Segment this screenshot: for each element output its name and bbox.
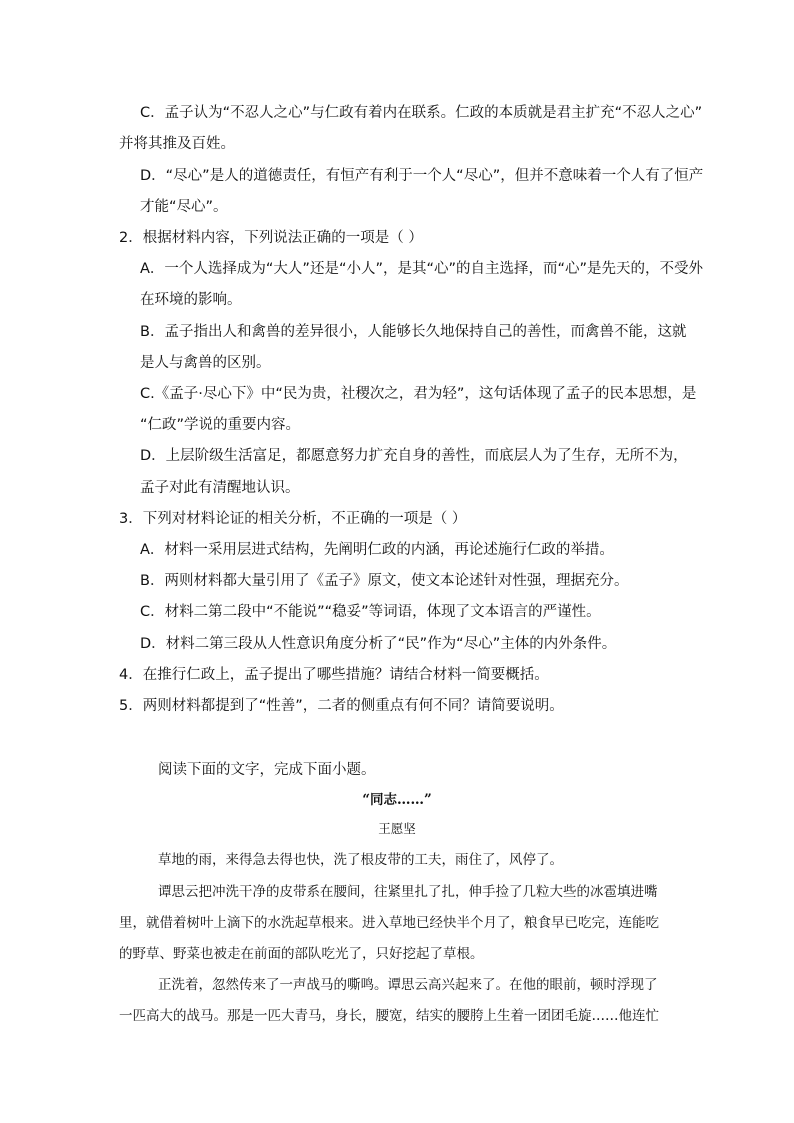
q2-option-d-line2: 孟子对此有清醒地认识。 bbox=[140, 480, 300, 496]
q2-option-c-line1: C.《孟子·尽心下》中“民为贵，社稷次之，君为轻”，这句话体现了孟子的民本思想，是 bbox=[140, 386, 697, 402]
q2-option-a-line2: 在环境的影响。 bbox=[140, 292, 242, 308]
story-paragraph-2-line3: 的野草、野菜也被走在前面的部队吃光了，只好挖起了草根。 bbox=[119, 946, 484, 962]
q2-option-b-line2: 是人与禽兽的区别。 bbox=[140, 355, 271, 371]
q3-option-a: A．材料一采用层进式结构，先阐明仁政的内涵，再论述施行仁政的举措。 bbox=[140, 542, 614, 558]
q2-option-c-line2: “仁政”学说的重要内容。 bbox=[140, 417, 301, 433]
q1-option-c-line1: C．孟子认为“不忍人之心”与仁政有着内在联系。仁政的本质就是君主扩充“不忍人之心” bbox=[140, 105, 703, 121]
story-paragraph-3-line1: 正洗着，忽然传来了一声战马的嘶鸣。谭思云高兴起来了。在他的眼前，顿时浮现了 bbox=[158, 977, 658, 993]
q2-option-d-line1: D．上层阶级生活富足，都愿意努力扩充自身的善性，而底层人为了生存，无所不为， bbox=[140, 448, 688, 464]
story-title: “同志……” bbox=[362, 792, 432, 808]
story-paragraph-2-line2: 里，就借着树叶上滴下的水洗起草根来。进入草地已经快半个月了，粮食早已吃完，连能吃 bbox=[119, 915, 659, 931]
story-paragraph-1: 草地的雨，来得急去得也快，洗了根皮带的工夫，雨住了，风停了。 bbox=[158, 852, 563, 868]
q1-option-c-line2: 并将其推及百姓。 bbox=[119, 136, 235, 152]
q3-option-d: D．材料二第三段从人性意识角度分析了“民”作为“尽心”主体的内外条件。 bbox=[140, 636, 617, 652]
q3-option-c: C．材料二第二段中“不能说”“稳妥”等词语，体现了文本语言的严谨性。 bbox=[140, 604, 601, 620]
story-paragraph-3-line2: 一匹高大的战马。那是一匹大青马，身长，腰宽，结实的腰胯上生着一团团毛旋……他连忙 bbox=[119, 1008, 659, 1024]
q2-option-a-line1: A．一个人选择成为“大人”还是“小人”，是其“心”的自主选择，而“心”是先天的，不受外 bbox=[140, 261, 704, 277]
reading-instruction: 阅读下面的文字，完成下面小题。 bbox=[158, 762, 376, 778]
question-3-stem: 3．下列对材料论证的相关分析，不正确的一项是（ ） bbox=[119, 511, 467, 527]
q2-option-b-line1: B．孟子指出人和禽兽的差异很小，人能够长久地保持自己的善性，而禽兽不能，这就 bbox=[140, 324, 687, 340]
question-5: 5．两则材料都提到了“性善”，二者的侧重点有何不同？请简要说明。 bbox=[119, 698, 564, 714]
question-2-stem: 2．根据材料内容，下列说法正确的一项是（ ） bbox=[119, 230, 423, 246]
q1-option-d-line1: D．“尽心”是人的道德责任，有恒产有利于一个人“尽心”，但并不意味着一个人有了恒产 bbox=[140, 168, 704, 184]
q1-option-d-line2: 才能“尽心”。 bbox=[140, 199, 228, 215]
story-author: 王愿坚 bbox=[378, 821, 416, 836]
q3-option-b: B．两则材料都大量引用了《孟子》原文，使文本论述针对性强，理据充分。 bbox=[140, 573, 629, 589]
story-paragraph-2-line1: 谭思云把冲洗干净的皮带系在腰间，往紧里扎了扎，伸手捡了几粒大些的冰雹填进嘴 bbox=[158, 884, 658, 900]
question-4: 4．在推行仁政上，孟子提出了哪些措施？请结合材料一简要概括。 bbox=[119, 667, 549, 683]
